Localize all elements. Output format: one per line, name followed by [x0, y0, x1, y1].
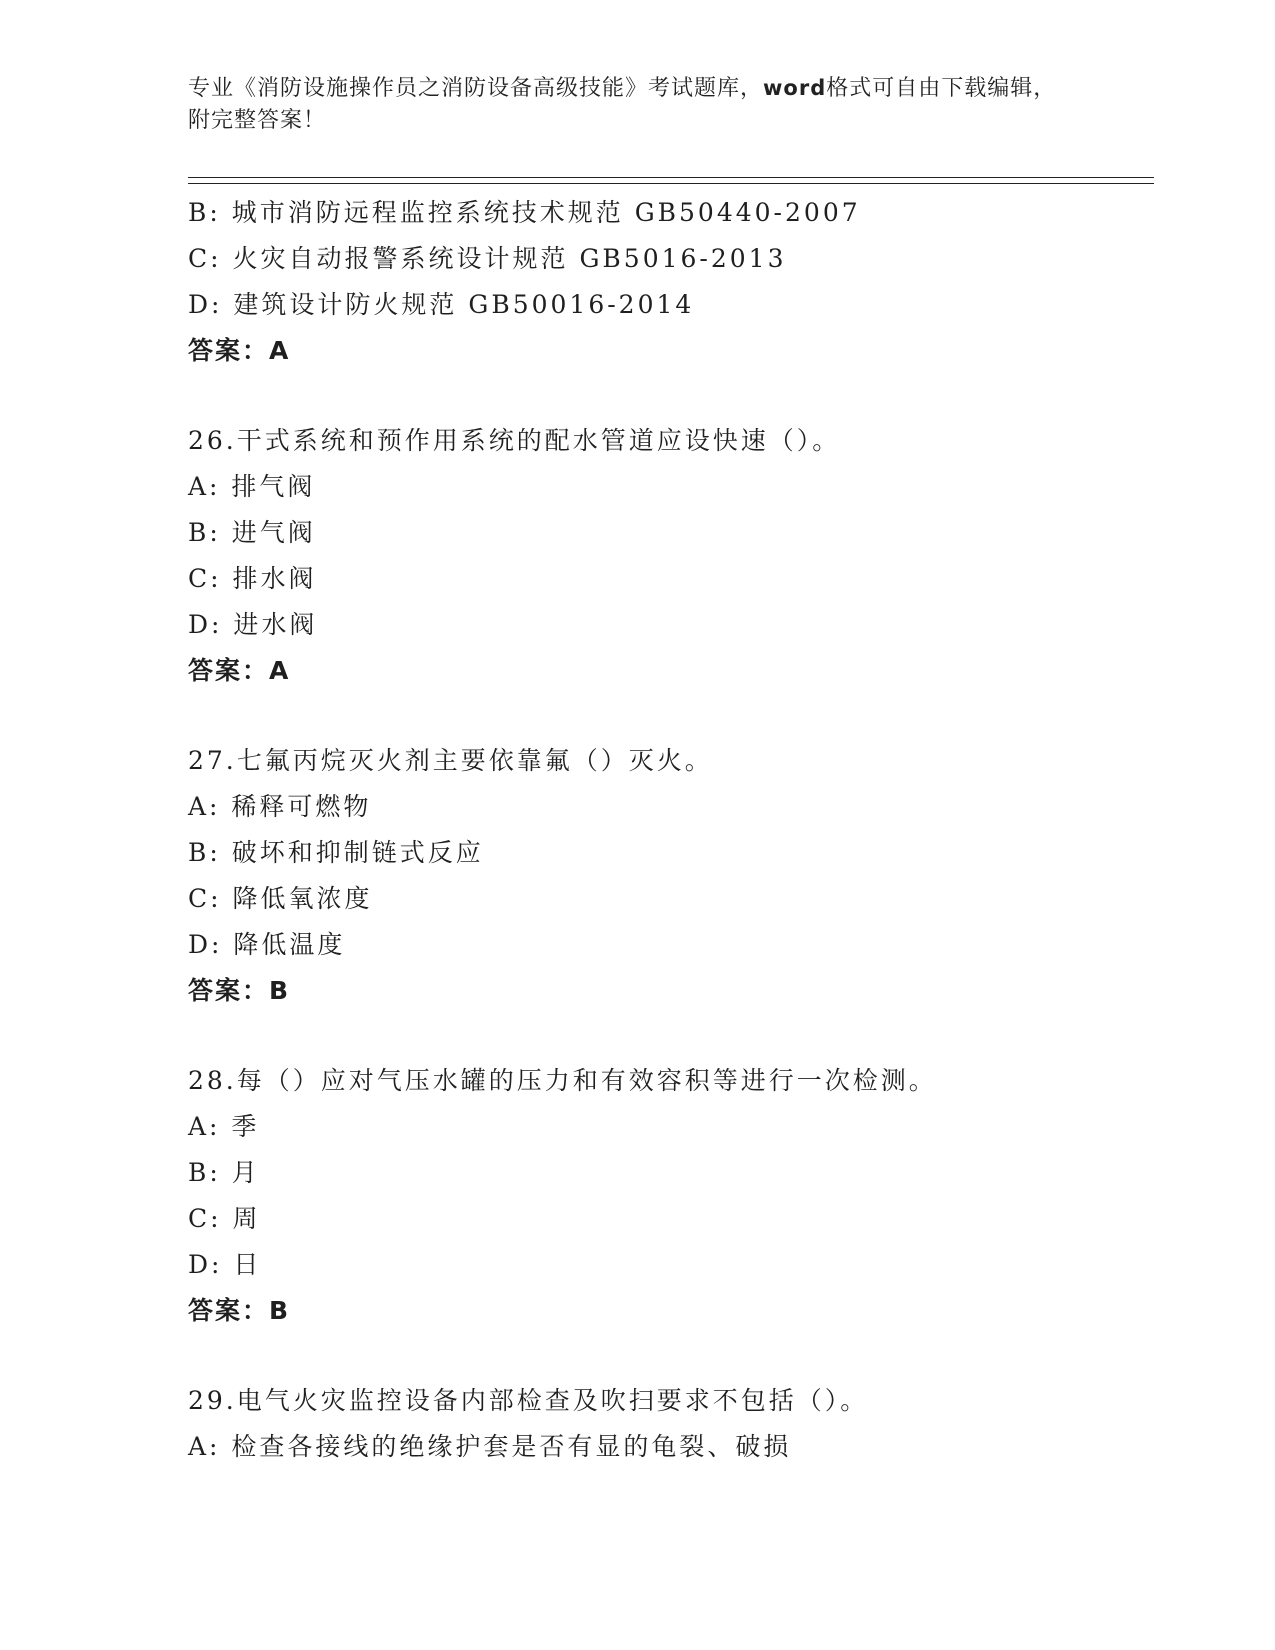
q27-option-a: A: 稀释可燃物 — [188, 792, 372, 821]
q28-option-b: B: 月 — [188, 1158, 260, 1187]
document-header — [188, 72, 1068, 137]
q29-option-a: A: 检查各接线的绝缘护套是否有显的龟裂、破损 — [188, 1432, 792, 1461]
header-text-before: 专业《消防设施操作员之消防设备高级技能》考试题库， — [188, 76, 764, 101]
q27-option-b: B: 破坏和抑制链式反应 — [188, 838, 484, 867]
q25-option-b: B: 城市消防远程监控系统技术规范 GB50440-2007 — [188, 198, 861, 227]
q27-option-d: D: 降低温度 — [188, 930, 346, 959]
q28-option-d: D: 日 — [188, 1250, 262, 1279]
q25-option-d: D: 建筑设计防火规范 GB50016-2014 — [188, 290, 695, 319]
q25-option-c: C: 火灾自动报警系统设计规范 GB5016-2013 — [188, 244, 787, 273]
header-text-after: 格式可自由下载编辑，附完整答案！ — [188, 76, 1057, 133]
spacer — [188, 1014, 1148, 1058]
q26-option-d: D: 进水阀 — [188, 610, 318, 639]
header-word: word — [763, 76, 827, 100]
question-list — [188, 190, 1148, 1470]
q26-stem: 26.干式系统和预作用系统的配水管道应设快速（）。 — [188, 426, 841, 455]
q25-answer: 答案：A — [188, 336, 291, 365]
spacer — [188, 1334, 1148, 1378]
q26-option-b: B: 进气阀 — [188, 518, 316, 547]
header-rule-top — [188, 177, 1154, 178]
q27-answer: 答案：B — [188, 976, 291, 1005]
q26-answer: 答案：A — [188, 656, 291, 685]
q28-stem: 28.每（）应对气压水罐的压力和有效容积等进行一次检测。 — [188, 1066, 937, 1095]
spacer — [188, 374, 1148, 418]
q26-option-a: A: 排气阀 — [188, 472, 316, 501]
q27-option-c: C: 降低氧浓度 — [188, 884, 373, 913]
header-rule-bottom — [188, 183, 1154, 184]
q28-option-a: A: 季 — [188, 1112, 260, 1141]
q27-stem: 27.七氟丙烷灭火剂主要依靠氟（）灭火。 — [188, 746, 713, 775]
q28-option-c: C: 周 — [188, 1204, 261, 1233]
q28-answer: 答案：B — [188, 1296, 291, 1325]
q29-stem: 29.电气火灾监控设备内部检查及吹扫要求不包括（）。 — [188, 1386, 869, 1415]
q26-option-c: C: 排水阀 — [188, 564, 317, 593]
spacer — [188, 694, 1148, 738]
